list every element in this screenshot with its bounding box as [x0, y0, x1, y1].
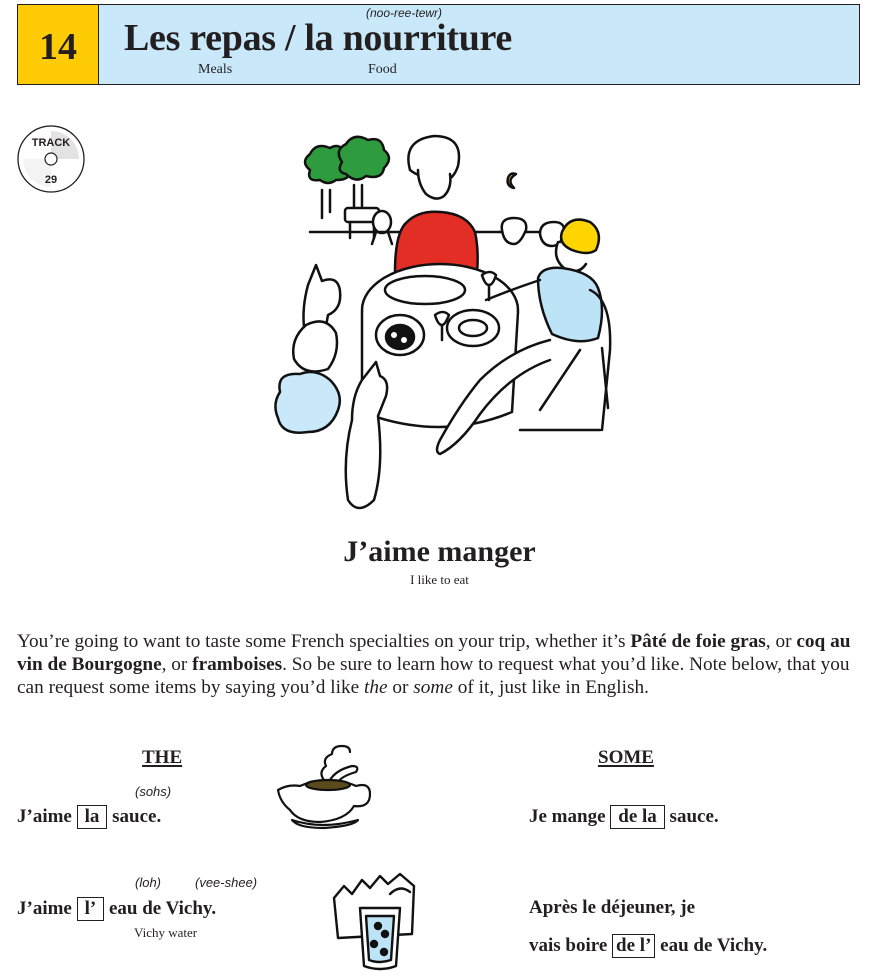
- article-box: de l’: [612, 934, 655, 958]
- sentence-start: vais boire: [529, 935, 608, 956]
- sentence-end: eau de Vichy.: [108, 898, 217, 919]
- intro-text: You’re going to want to taste some French specialties on your trip, whether it’s: [17, 631, 631, 652]
- lesson-number: 14: [17, 4, 99, 85]
- intro-paragraph: [17, 630, 867, 699]
- audio-track-cd-icon[interactable]: [17, 125, 85, 193]
- example-some-vichy-line2: [529, 934, 767, 958]
- sentence-end: eau de Vichy.: [660, 935, 768, 956]
- title-translation-food: Food: [368, 62, 397, 77]
- column-heading-the: THE: [142, 747, 183, 768]
- sentence-start: Je mange: [529, 806, 606, 827]
- intro-bold-pate: Pâté de foie gras: [630, 631, 766, 652]
- example-the-vichy: [17, 897, 216, 921]
- article-box: l’: [77, 897, 105, 921]
- track-label: TRACK: [31, 137, 71, 149]
- example-some-sauce: [529, 805, 719, 829]
- intro-text: of it, just like in English.: [452, 677, 649, 698]
- sentence-end: sauce.: [112, 806, 162, 827]
- intro-bold-coq-au-vin: coq au vin de Bourgogne: [17, 631, 851, 675]
- intro-bold-framboises: framboises: [192, 654, 283, 675]
- section-translation: I like to eat: [410, 572, 469, 587]
- article-box: de la: [610, 805, 665, 829]
- intro-text: , or: [161, 654, 193, 675]
- sentence-start: J’aime: [17, 806, 72, 827]
- intro-italic-some: some: [413, 677, 453, 698]
- translation-vichy-water: Vichy water: [134, 925, 198, 940]
- intro-text: or: [387, 677, 414, 698]
- section-title: J’aime manger: [343, 535, 536, 568]
- water-glass-icon: [330, 872, 422, 972]
- dining-illustration: [250, 130, 630, 515]
- sentence-start: J’aime: [17, 898, 72, 919]
- title-pronunciation: (noo-ree-tewr): [366, 6, 443, 20]
- example-the-sauce: [17, 805, 161, 829]
- pronunciation-l-eau: (loh): [135, 875, 162, 890]
- intro-italic-the: the: [364, 677, 388, 698]
- column-heading-some: SOME: [598, 747, 654, 768]
- intro-text: . So be sure to learn how to request what you’d like. Note below, that you can request some items by saying you’d like: [17, 654, 850, 698]
- article-box: la: [77, 805, 108, 829]
- intro-text: , or: [765, 631, 797, 652]
- example-some-vichy-line1: Après le déjeuner, je: [529, 897, 696, 918]
- page-title: Les repas / la nourriture: [124, 17, 512, 59]
- title-translation-meals: Meals: [198, 62, 233, 77]
- gravy-boat-icon: [272, 740, 372, 832]
- track-number: 29: [44, 174, 58, 186]
- sentence-end: sauce.: [669, 806, 719, 827]
- pronunciation-vichy: (vee-shee): [195, 875, 258, 890]
- pronunciation-sauce: (sohs): [135, 784, 172, 799]
